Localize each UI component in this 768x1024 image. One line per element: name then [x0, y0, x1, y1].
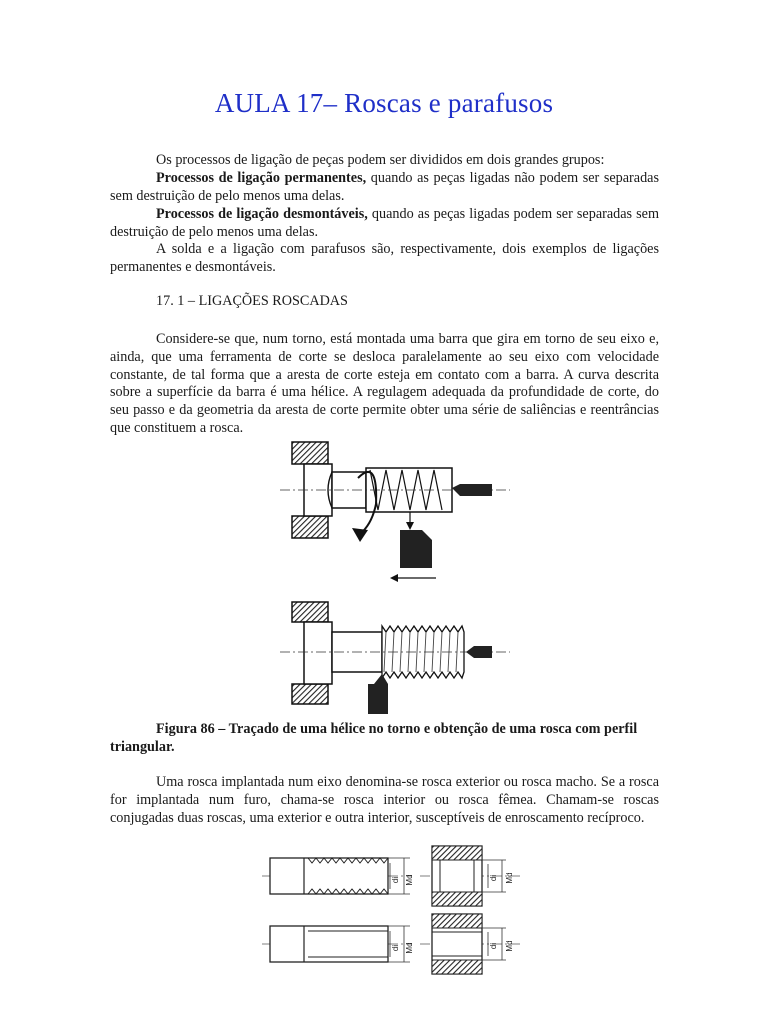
thread-cutting-figure [280, 596, 510, 714]
figure-caption: Figura 86 – Traçado de uma hélice no torno e obtenção de uma rosca com perfil triangular. [110, 721, 638, 755]
intro-paragraph-1: Os processos de ligação de peças podem ser divididos em dois grandes grupos: [156, 152, 605, 168]
permanent-term: Processos de ligação permanentes, [156, 170, 367, 186]
major-diameter-label-4: Md [505, 940, 514, 952]
intro-paragraph-3 [110, 206, 659, 242]
male-thread-drawing-1 [262, 846, 412, 908]
body-paragraph-2: Uma rosca implantada num eixo denomina-se rosca exterior ou rosca macho. Se a rosca for implantada num furo, chama-se rosca interior ou rosca fêmea. Chamam-se roscas conjugadas duas roscas, uma exterior e outra interior, susceptíveis de enroscamento recíproco. [110, 774, 659, 826]
helix-lathe-figure [280, 438, 510, 588]
inner-diameter-label-3: di [391, 944, 400, 952]
permanent-definition: quando as peças ligadas não podem ser separadas sem destruição de pelo menos uma delas. [110, 170, 659, 204]
major-diameter-label-3: Md [405, 942, 414, 954]
major-diameter-label-2: Md [505, 872, 514, 884]
removable-definition: quando as peças ligadas podem ser separadas sem destruição de pelo menos uma delas. [110, 206, 659, 240]
male-thread-drawing-2 [262, 914, 412, 976]
page-title: AULA 17– Roscas e parafusos [214, 88, 554, 118]
major-diameter-label: Md [405, 874, 414, 886]
intro-paragraph-4: A solda e a ligação com parafusos são, respectivamente, dois exemplos de ligações permanentes e desmontáveis. [110, 241, 659, 275]
inner-diameter-label-4: di [489, 942, 498, 950]
body-paragraph-1: Considere-se que, num torno, está montada uma barra que gira em torno de seu eixo e, ainda, que uma ferramenta de corte se desloca paralelamente ao seu eixo com velocidade constante, de tal forma que a aresta de corte esteja em contato com a barra. A curva descrita sobre a superfície da barra é uma hélice. A regulagem adequada da profundidade de corte, do seu passo e da geometria da aresta de corte permite obter uma série de saliências e reentrâncias que constituem a rosca. [110, 331, 659, 436]
inner-diameter-label-2: di [489, 874, 498, 882]
female-thread-drawing-2 [420, 910, 520, 980]
intro-paragraph-2 [110, 170, 659, 206]
female-thread-drawing-1 [420, 842, 520, 912]
section-heading: 17. 1 – LIGAÇÕES ROSCADAS [156, 293, 348, 309]
removable-term: Processos de ligação desmontáveis, [156, 206, 368, 222]
inner-diameter-label: di [391, 876, 400, 884]
